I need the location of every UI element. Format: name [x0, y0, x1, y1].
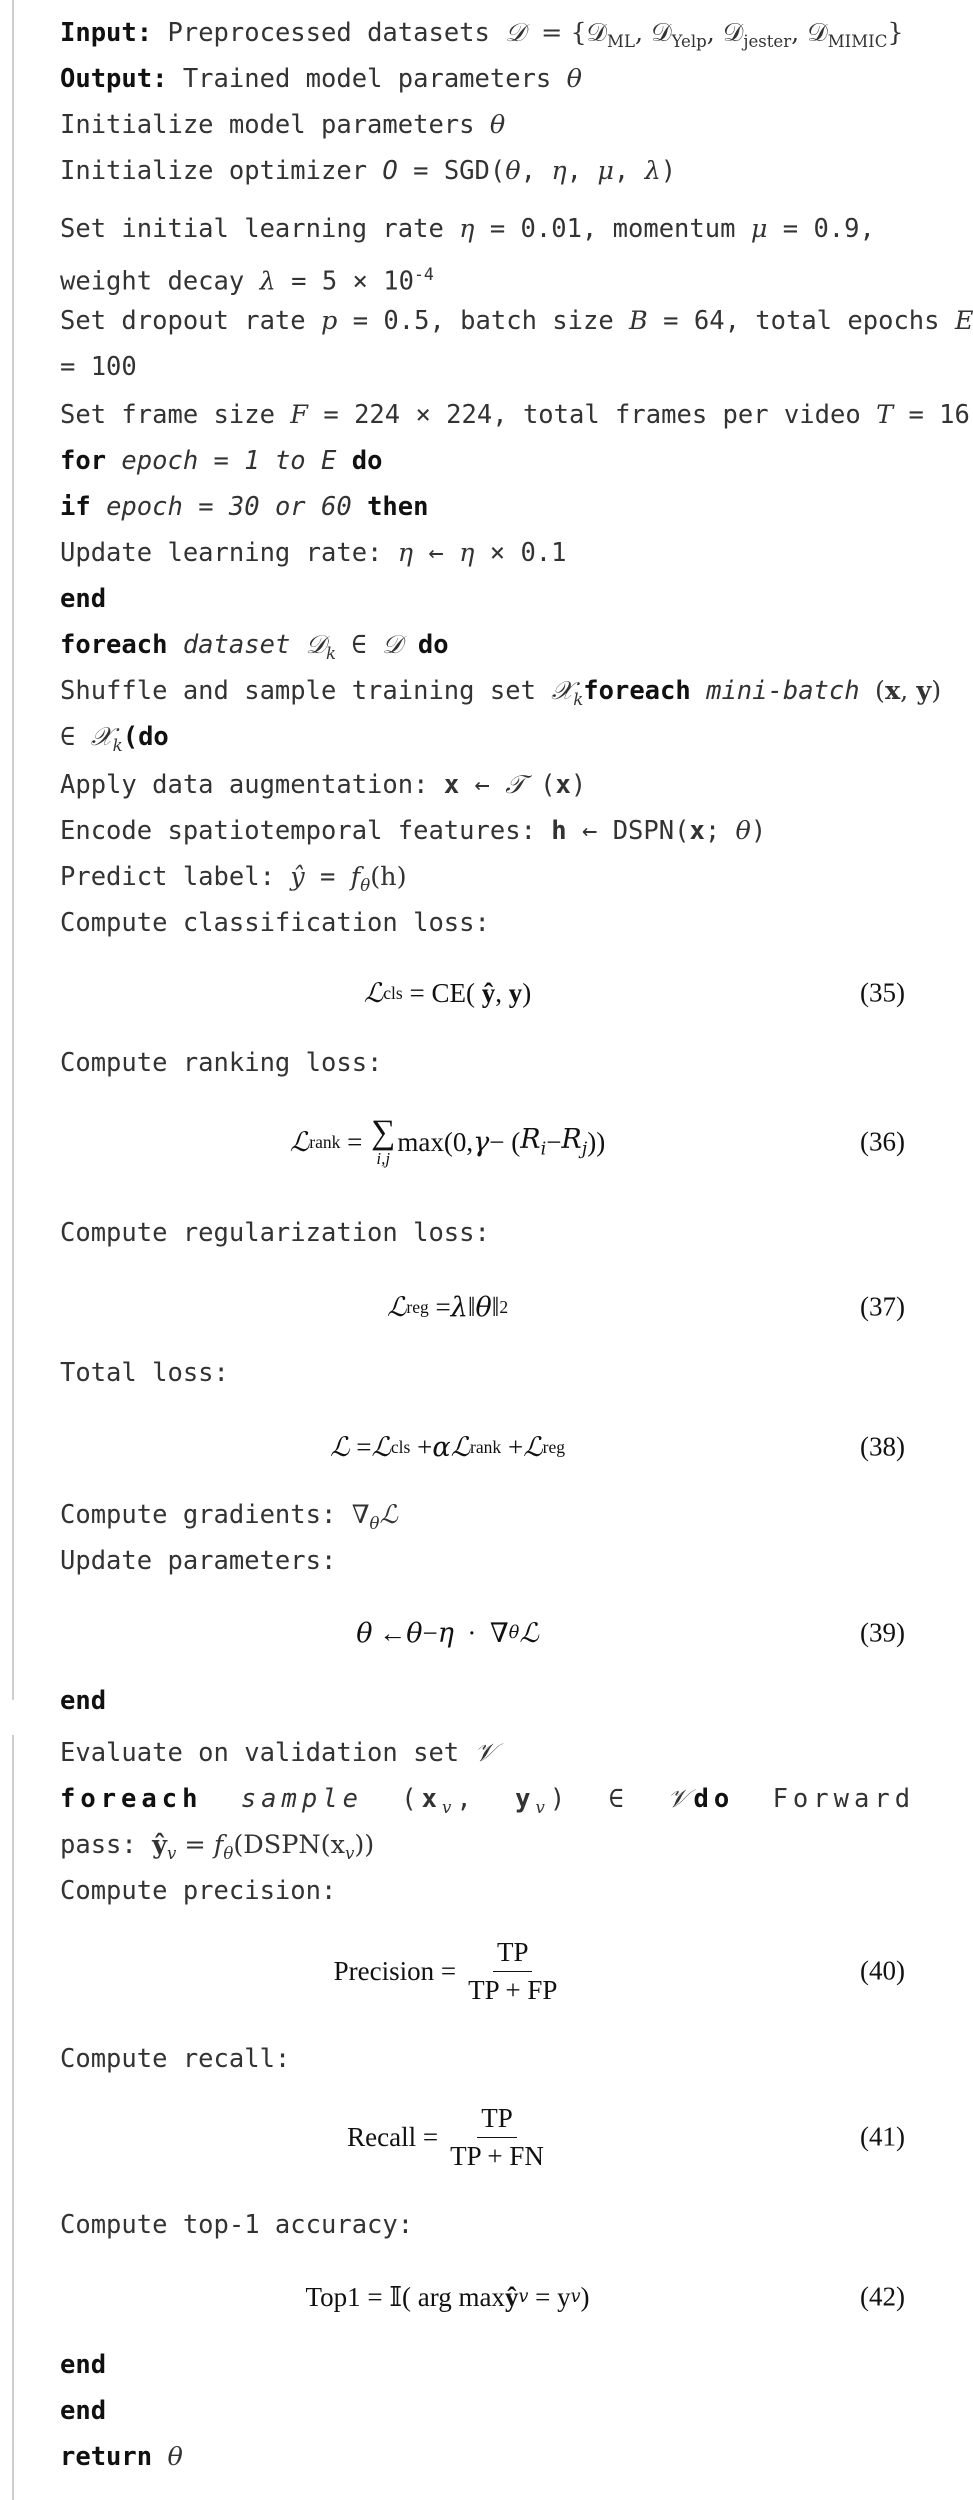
- predict-line: Predict label: ŷ = $f_\theta(h)$: [60, 862, 407, 896]
- evaluate-line: Evaluate on validation set 𝒱: [60, 1738, 496, 1768]
- equation-39: θ ← θ − η · ∇ θ ℒ (39): [356, 1617, 905, 1649]
- end-if-line: end: [60, 584, 107, 614]
- recall-line: Compute recall:: [60, 2044, 291, 2074]
- epochs-line: = 100: [60, 352, 137, 382]
- init-optimizer-line: Initialize optimizer O = SGD(θ, η, μ, λ): [60, 156, 677, 186]
- init-params-line: Initialize model parameters θ: [60, 110, 506, 140]
- top1-line: Compute top-1 accuracy:: [60, 2210, 414, 2240]
- foreach-sample-line: foreach sample ($x_v$, $y_v$) ∈ 𝒱do Forward: [60, 1784, 916, 1818]
- frame-size-line: Set frame size F = 224 × 224, total frames per video T = 16: [60, 400, 970, 430]
- reg-loss-line: Compute regularization loss:: [60, 1218, 490, 1248]
- cls-loss-line: Compute classification loss:: [60, 908, 490, 938]
- update-lr-line: Update learning rate: η ← η × 0.1: [60, 538, 567, 568]
- shuffle-cont-line: ∈ 𝒳$_k$(do: [60, 722, 169, 756]
- indent-rule-training: [12, 0, 14, 1700]
- dropout-line: Set dropout rate p = 0.5, batch size B = 64, total epochs E: [60, 306, 973, 336]
- shuffle-line: Shuffle and sample training set 𝒳$_k$foreach mini-batch (x, y): [60, 676, 942, 710]
- precision-line: Compute precision:: [60, 1876, 337, 1906]
- augmentation-line: Apply data augmentation: x ← 𝒯 (x): [60, 770, 587, 800]
- indent-rule-evaluation: [12, 1735, 14, 2500]
- input-line: Input: Preprocessed datasets 𝒟 = {𝒟$_{ML}$, 𝒟$_{Yelp}$, 𝒟$_{jester}$, 𝒟$_{MIMIC}$}: [60, 18, 904, 52]
- encode-line: Encode spatiotemporal features: h ← DSPN(x; θ): [60, 816, 767, 846]
- update-params-line: Update parameters:: [60, 1546, 337, 1576]
- equation-41: Recall = $\frac{TP}{TP + FN}$ (41): [347, 2102, 905, 2171]
- foreach-dataset-line: foreach dataset 𝒟$_k$ ∈ 𝒟 do: [60, 630, 449, 664]
- end-outer-line: end: [60, 2396, 107, 2426]
- equation-35: ℒ cls = CE( ŷ , y ) (35): [363, 977, 905, 1009]
- end-foreach-line: end: [60, 1686, 107, 1716]
- end-eval-line: end: [60, 2350, 107, 2380]
- equation-37: ℒ reg = λ ‖ θ ‖ 2 (37): [386, 1291, 905, 1323]
- total-loss-line: Total loss:: [60, 1358, 229, 1388]
- algorithm-block: [12, 0, 973, 2500]
- equation-36: ℒ rank = ∑ i,j max(0, γ − ( $R_i$ − $R_j$ )) (36): [289, 1114, 905, 1168]
- learning-rate-line: Set initial learning rate η = 0.01, momentum μ = 0.9,: [60, 214, 875, 244]
- equation-38: ℒ = ℒ cls + α ℒ rank + ℒ reg (38): [329, 1431, 905, 1463]
- forward-pass-line: pass: $ŷ_v$ = $f_\theta(DSPN(x_v))$: [60, 1830, 375, 1864]
- return-line: return θ: [60, 2442, 183, 2472]
- weight-decay-line: weight decay $\lambda = 5 \times 10^{-4}$: [60, 265, 434, 297]
- equation-40: Precision = $\frac{TP}{TP + FP}$ (40): [333, 1936, 905, 2005]
- gradients-line: Compute gradients: $\nabla_\theta ℒ$: [60, 1500, 398, 1534]
- if-epoch-line: if epoch = 30 or 60 then: [60, 492, 429, 522]
- for-epoch-line: for epoch = 1 to E do: [60, 446, 383, 476]
- output-line: Output: Trained model parameters θ: [60, 64, 583, 94]
- rank-loss-line: Compute ranking loss:: [60, 1048, 383, 1078]
- equation-42: Top1 = 𝕀( arg max ŷ v = y v ) (42): [305, 2281, 905, 2312]
